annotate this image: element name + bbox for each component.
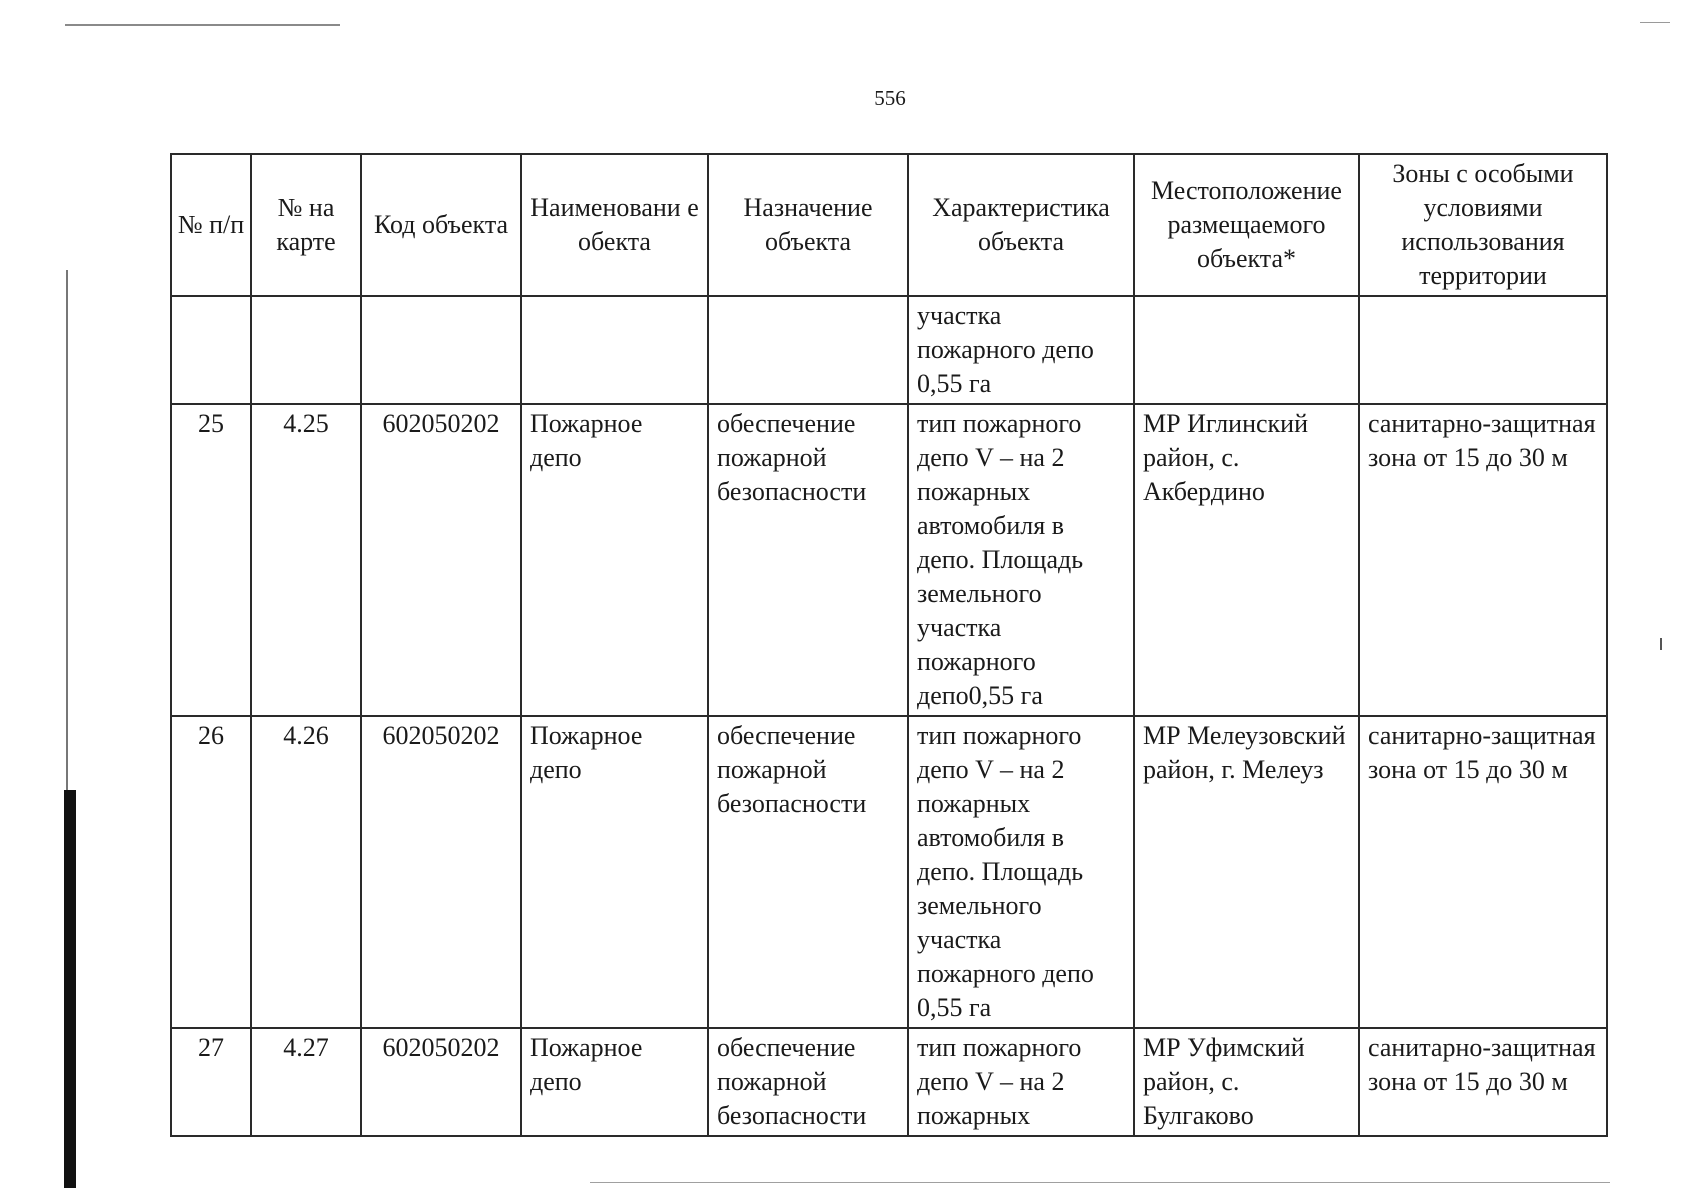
header-cell: Местоположение размещаемого объекта*: [1134, 154, 1359, 296]
header-cell: Наименовани е обекта: [521, 154, 708, 296]
characteristic-cell: тип пожарного депо V – на 2 пожарных автомобиля в депо. Площадь земельного участка пожарного депо 0,55 га: [908, 716, 1134, 1028]
row-number-cell: 25: [171, 404, 251, 716]
objects-table: [170, 153, 1608, 1137]
location-cell: МР Мелеузовский район, г. Мелеуз: [1134, 716, 1359, 1028]
object-name-cell: Пожарное депо: [521, 716, 708, 1028]
scan-edge-line: [65, 24, 340, 26]
purpose-cell: обеспечение пожарной безопасности: [708, 1028, 908, 1136]
row-number-cell: 27: [171, 1028, 251, 1136]
table-row: [171, 716, 1607, 1028]
table-cell: [251, 296, 361, 404]
table-row: [171, 404, 1607, 716]
scan-mark: [1660, 638, 1662, 650]
characteristic-cell: участка пожарного депо 0,55 га: [908, 296, 1134, 404]
zones-cell: санитарно-защитная зона от 15 до 30 м: [1359, 1028, 1607, 1136]
header-cell: № п/п: [171, 154, 251, 296]
header-cell: Код объекта: [361, 154, 521, 296]
page-number: 556: [874, 86, 906, 110]
map-number-cell: 4.26: [251, 716, 361, 1028]
object-code-cell: 602050202: [361, 404, 521, 716]
header-cell: Назначение объекта: [708, 154, 908, 296]
table-cell: [521, 296, 708, 404]
characteristic-cell: тип пожарного депо V – на 2 пожарных автомобиля в депо. Площадь земельного участка пожарного депо0,55 га: [908, 404, 1134, 716]
scan-edge-line: [590, 1182, 1610, 1183]
header-cell: Характеристика объекта: [908, 154, 1134, 296]
zones-cell: санитарно-защитная зона от 15 до 30 м: [1359, 404, 1607, 716]
location-cell: МР Уфимский район, с. Булгаково: [1134, 1028, 1359, 1136]
table-cell: [1134, 296, 1359, 404]
purpose-cell: обеспечение пожарной безопасности: [708, 404, 908, 716]
table-row: [171, 1028, 1607, 1136]
header-cell: № на карте: [251, 154, 361, 296]
object-code-cell: 602050202: [361, 1028, 521, 1136]
header-cell: Зоны с особыми условиями использования территории: [1359, 154, 1607, 296]
zones-cell: санитарно-защитная зона от 15 до 30 м: [1359, 716, 1607, 1028]
table-header-row: [171, 154, 1607, 296]
table-row-continuation: [171, 296, 1607, 404]
table-cell: [1359, 296, 1607, 404]
binding-shadow: [66, 270, 68, 790]
characteristic-cell: тип пожарного депо V – на 2 пожарных: [908, 1028, 1134, 1136]
map-number-cell: 4.27: [251, 1028, 361, 1136]
table-cell: [171, 296, 251, 404]
location-cell: МР Иглинский район, с. Акбердино: [1134, 404, 1359, 716]
table-cell: [361, 296, 521, 404]
map-number-cell: 4.25: [251, 404, 361, 716]
binding-shadow: [64, 790, 76, 1188]
table-cell: [708, 296, 908, 404]
object-name-cell: Пожарное депо: [521, 1028, 708, 1136]
object-name-cell: Пожарное депо: [521, 404, 708, 716]
purpose-cell: обеспечение пожарной безопасности: [708, 716, 908, 1028]
row-number-cell: 26: [171, 716, 251, 1028]
scan-edge-line: [1640, 22, 1670, 23]
object-code-cell: 602050202: [361, 716, 521, 1028]
